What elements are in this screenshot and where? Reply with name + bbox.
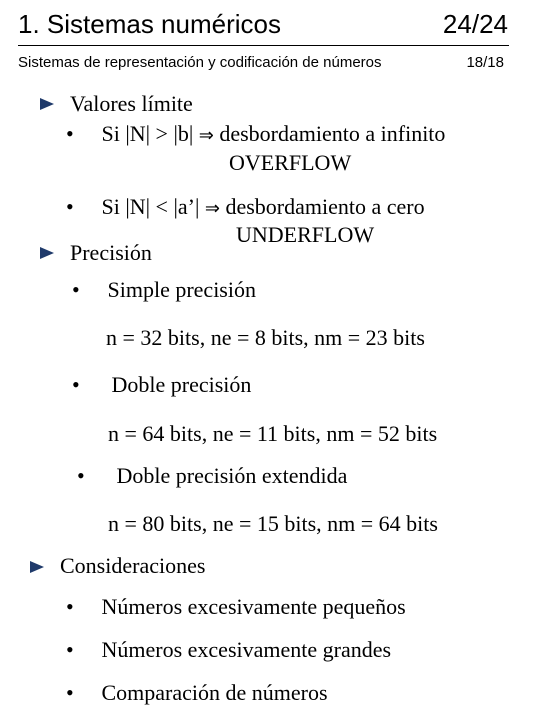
bullet-icon: • [66,594,74,619]
double-detail: n = 64 bits, ne = 11 bits, nm = 52 bits [108,421,438,446]
header-divider [18,45,509,46]
underflow-label: UNDERFLOW [236,222,375,247]
sub-page-number: 18/18 [466,54,504,71]
overflow-condition: Si |N| > |b| [101,121,194,146]
page-number: 24/24 [442,9,508,39]
overflow-text: desbordamiento a infinito [213,121,446,146]
bullet-icon: • [66,121,74,146]
bullet-icon: • [66,680,74,705]
list-item-simple [72,277,256,303]
section-arrow-icon [40,98,54,110]
slide-subtitle: Sistemas de representación y codificación de números [18,54,382,71]
simple-detail: n = 32 bits, ne = 8 bits, nm = 23 bits [106,325,425,350]
list-item [66,637,391,663]
bullet-icon: • [72,372,80,397]
section-arrow-icon [30,561,44,573]
consideration-label: Comparación de números [101,680,328,705]
list-item [66,680,328,706]
consideration-label: Números excesivamente grandes [101,637,392,662]
extended-label: Doble precisión extendida [116,463,348,488]
simple-label: Simple precisión [107,277,256,302]
slide-title: 1. Sistemas numéricos [18,9,281,39]
bullet-icon: • [77,463,85,488]
section-heading-limits: Valores límite [70,91,193,116]
extended-detail: n = 80 bits, ne = 15 bits, nm = 64 bits [108,511,438,536]
bullet-icon: • [66,194,74,219]
section-arrow-icon [40,247,54,259]
overflow-label: OVERFLOW [229,150,352,175]
implies-icon: ⇒ [204,198,220,219]
list-item-overflow [66,121,445,147]
section-heading-precision: Precisión [70,240,152,265]
list-item-extended [77,463,347,489]
double-label: Doble precisión [111,372,252,397]
list-item-double [72,372,251,398]
list-item [66,594,406,620]
bullet-icon: • [66,637,74,662]
section-heading-considerations: Consideraciones [60,553,206,578]
list-item-underflow [66,194,425,220]
bullet-icon: • [72,277,80,302]
consideration-label: Números excesivamente pequeños [101,594,406,619]
underflow-condition: Si |N| < |a’| [101,194,200,219]
underflow-text: desbordamiento a cero [219,194,425,219]
implies-icon: ⇒ [198,125,214,146]
